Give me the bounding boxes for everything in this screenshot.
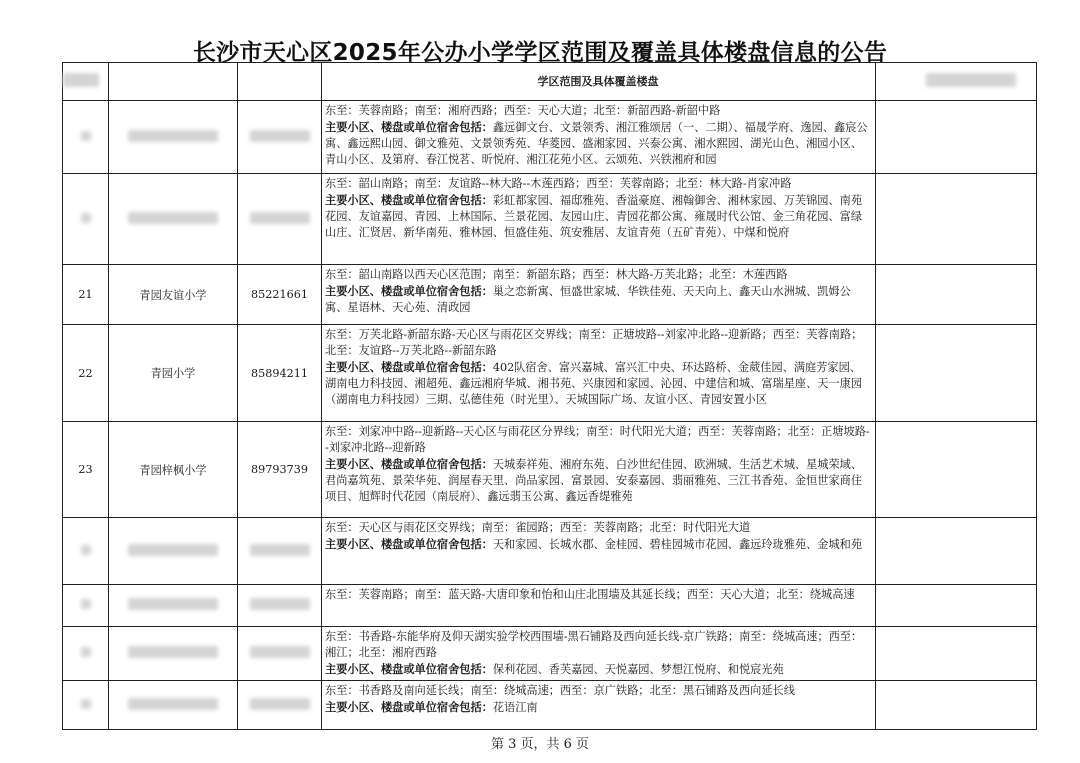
header-cell-redacted xyxy=(876,63,1037,101)
district-description xyxy=(322,518,876,585)
row-number xyxy=(63,518,109,585)
estates-label: 主要小区、楼盘或单位宿舍包括： xyxy=(325,360,493,374)
district-description xyxy=(322,325,876,422)
header-cell-blank xyxy=(238,63,322,101)
district-bounds: 东至：韶山南路以西天心区范围；南至：新韶东路；西至：林大路-万芙北路；北至：木莲西路 xyxy=(325,268,788,281)
phone-number xyxy=(238,174,322,265)
note-cell xyxy=(876,265,1037,325)
note-cell xyxy=(876,681,1037,730)
header-cell-redacted xyxy=(63,63,109,101)
estates-list: 保利花园、香芙嘉园、天悦嘉园、梦想江悦府、和悦宸光苑 xyxy=(492,663,784,676)
row-number xyxy=(63,174,109,265)
row-number: 22 xyxy=(63,325,109,422)
district-description xyxy=(322,422,876,518)
phone-number: 85894211 xyxy=(238,325,322,422)
district-bounds: 东至：天心区与雨花区交界线；南至：雀园路；西至：芙蓉南路；北至：时代阳光大道 xyxy=(325,521,751,534)
estates-list: 天城泰祥苑、湘府东苑、白沙世纪佳园、欧洲城、生活艺术城、星城荣域、君尚嘉筑苑、景荣华苑、润屋春天里、尚品家园、富景园、安泰嘉园、翡丽雅苑、三江书香苑、金恒世家商住项目、旭辉时代花园（南辰府）、鑫远翡玉公寓、鑫远香缇雅苑 xyxy=(325,458,863,503)
estates-list: 天和家园、长城水郡、金桂园、碧桂园城市花园、鑫远玲珑雅苑、金城和苑 xyxy=(492,538,863,551)
table-row xyxy=(63,325,1037,422)
school-name xyxy=(109,174,238,265)
estates-label: 主要小区、楼盘或单位宿舍包括： xyxy=(325,700,493,714)
district-bounds: 东至：芙蓉南路；南至：湘府西路；西至：天心大道；北至：新韶西路-新韶中路 xyxy=(325,104,721,117)
estates-list: 彩虹都家园、福邸雅苑、香溢豪庭、湘翰御舍、湘林家园、万芙锦园、南苑花园、友谊嘉园、青园、上林国际、兰景花园、友园山庄、青园花都公寓、雍晟时代公馆、金三角花园、富绿山庄、汇贤居、新华南苑、雅林园、恒盛佳苑、筑安雅居、友谊青苑（五矿青苑）、中煤和悦府 xyxy=(325,194,863,239)
row-number xyxy=(63,681,109,730)
phone-number xyxy=(238,681,322,730)
estates-label: 主要小区、楼盘或单位宿舍包括： xyxy=(325,193,493,207)
phone-number xyxy=(238,518,322,585)
estates-list: 巢之恋新寓、恒盛世家城、华铁佳苑、天天向上、鑫天山水洲城、凯姆公寓、星语林、天心苑、清政园 xyxy=(325,285,851,314)
page-footer: 第 3 页，共 6 页 xyxy=(490,737,590,752)
row-number: 23 xyxy=(63,422,109,518)
district-description xyxy=(322,585,876,627)
district-description xyxy=(322,101,876,174)
school-name: 青园梓枫小学 xyxy=(109,422,238,518)
school-name xyxy=(109,681,238,730)
phone-number xyxy=(238,101,322,174)
estates-list: 花语江南 xyxy=(492,701,538,714)
estates-list: 402队宿舍、富兴嘉城、富兴汇中央、环达路桥、金葳佳园、满庭芳家园、湖南电力科技园、湘超苑、鑫远湘府华城、湘书苑、兴康园和家园、沁园、中建信和城、富瑞星座、天一康园（湖南电力科技园）三期、弘德佳苑（时光里）、天城国际广场、友谊小区、青园安置小区 xyxy=(325,361,863,406)
school-district-table xyxy=(62,62,1037,730)
district-bounds: 东至：书香路-东能华府及仰天湖实验学校西围墙-黑石铺路及西向延长线-京广铁路；南至：绕城高速；西至：湘江；北至：湘府西路 xyxy=(325,630,863,659)
estates-label: 主要小区、楼盘或单位宿舍包括： xyxy=(325,120,493,134)
district-bounds: 东至：书香路及南向延长线；南至：绕城高速；西至：京广铁路；北至：黑石铺路及西向延长线 xyxy=(325,684,795,697)
district-bounds: 东至：刘家冲中路--迎新路--天心区与雨花区分界线；南至：时代阳光大道；西至：芙蓉南路；北至：正塘坡路--刘家冲北路--迎新路 xyxy=(325,425,870,454)
note-cell xyxy=(876,174,1037,265)
note-cell xyxy=(876,422,1037,518)
estates-label: 主要小区、楼盘或单位宿舍包括： xyxy=(325,457,493,471)
note-cell xyxy=(876,585,1037,627)
note-cell xyxy=(876,101,1037,174)
phone-number xyxy=(238,627,322,681)
estates-list: 鑫远御文台、文景领秀、湘江雅颂居（一、二期）、福晟学府、逸园、鑫宸公寓、鑫远熙山园、御文雅苑、文景领秀苑、华菱园、盛湘家园、兴泰公寓、湘水熙园、湖光山色、湘园小区、青山小区、及第府、春江悦茗、昕悦府、湘江花苑小区、云颂苑、兴铁湘府和园 xyxy=(325,121,868,166)
table-row xyxy=(63,681,1037,730)
row-number xyxy=(63,585,109,627)
note-cell xyxy=(876,518,1037,585)
phone-number xyxy=(238,585,322,627)
note-cell xyxy=(876,325,1037,422)
table-row xyxy=(63,174,1037,265)
table-header-row xyxy=(63,63,1037,101)
district-bounds: 东至：芙蓉南路；南至：蓝天路-大唐印象和怡和山庄北围墙及其延长线；西至：天心大道；北至：绕城高速 xyxy=(325,588,855,601)
estates-label: 主要小区、楼盘或单位宿舍包括： xyxy=(325,284,493,298)
table-row xyxy=(63,585,1037,627)
table-row xyxy=(63,265,1037,325)
school-name: 青园小学 xyxy=(109,325,238,422)
table-row xyxy=(63,518,1037,585)
header-cell-blank xyxy=(109,63,238,101)
district-description xyxy=(322,174,876,265)
estates-label: 主要小区、楼盘或单位宿舍包括： xyxy=(325,537,493,551)
school-name xyxy=(109,518,238,585)
district-description xyxy=(322,265,876,325)
district-bounds: 东至：万芙北路-新韶东路-天心区与雨花区交界线；南至：正塘坡路--刘家冲北路--迎新路；西至：芙蓉南路；北至：友谊路--万芙北路--新韶东路 xyxy=(325,328,863,357)
table-row xyxy=(63,101,1037,174)
estates-label: 主要小区、楼盘或单位宿舍包括： xyxy=(325,662,493,676)
district-bounds: 东至：韶山南路；南至：友谊路--林大路--木莲西路；西至：芙蓉南路；北至：林大路-肖家冲路 xyxy=(325,177,792,190)
row-number: 21 xyxy=(63,265,109,325)
row-number xyxy=(63,101,109,174)
table-row xyxy=(63,422,1037,518)
school-name xyxy=(109,585,238,627)
school-name xyxy=(109,627,238,681)
table-row xyxy=(63,627,1037,681)
column-header: 学区范围及具体覆盖楼盘 xyxy=(322,63,876,101)
row-number xyxy=(63,627,109,681)
note-cell xyxy=(876,627,1037,681)
district-description xyxy=(322,681,876,730)
phone-number: 85221661 xyxy=(238,265,322,325)
document-title: 长沙市天心区2025年公办小学学区范围及覆盖具体楼盘信息的公告 xyxy=(192,40,888,66)
phone-number: 89793739 xyxy=(238,422,322,518)
district-description xyxy=(322,627,876,681)
school-name: 青园友谊小学 xyxy=(109,265,238,325)
school-name xyxy=(109,101,238,174)
